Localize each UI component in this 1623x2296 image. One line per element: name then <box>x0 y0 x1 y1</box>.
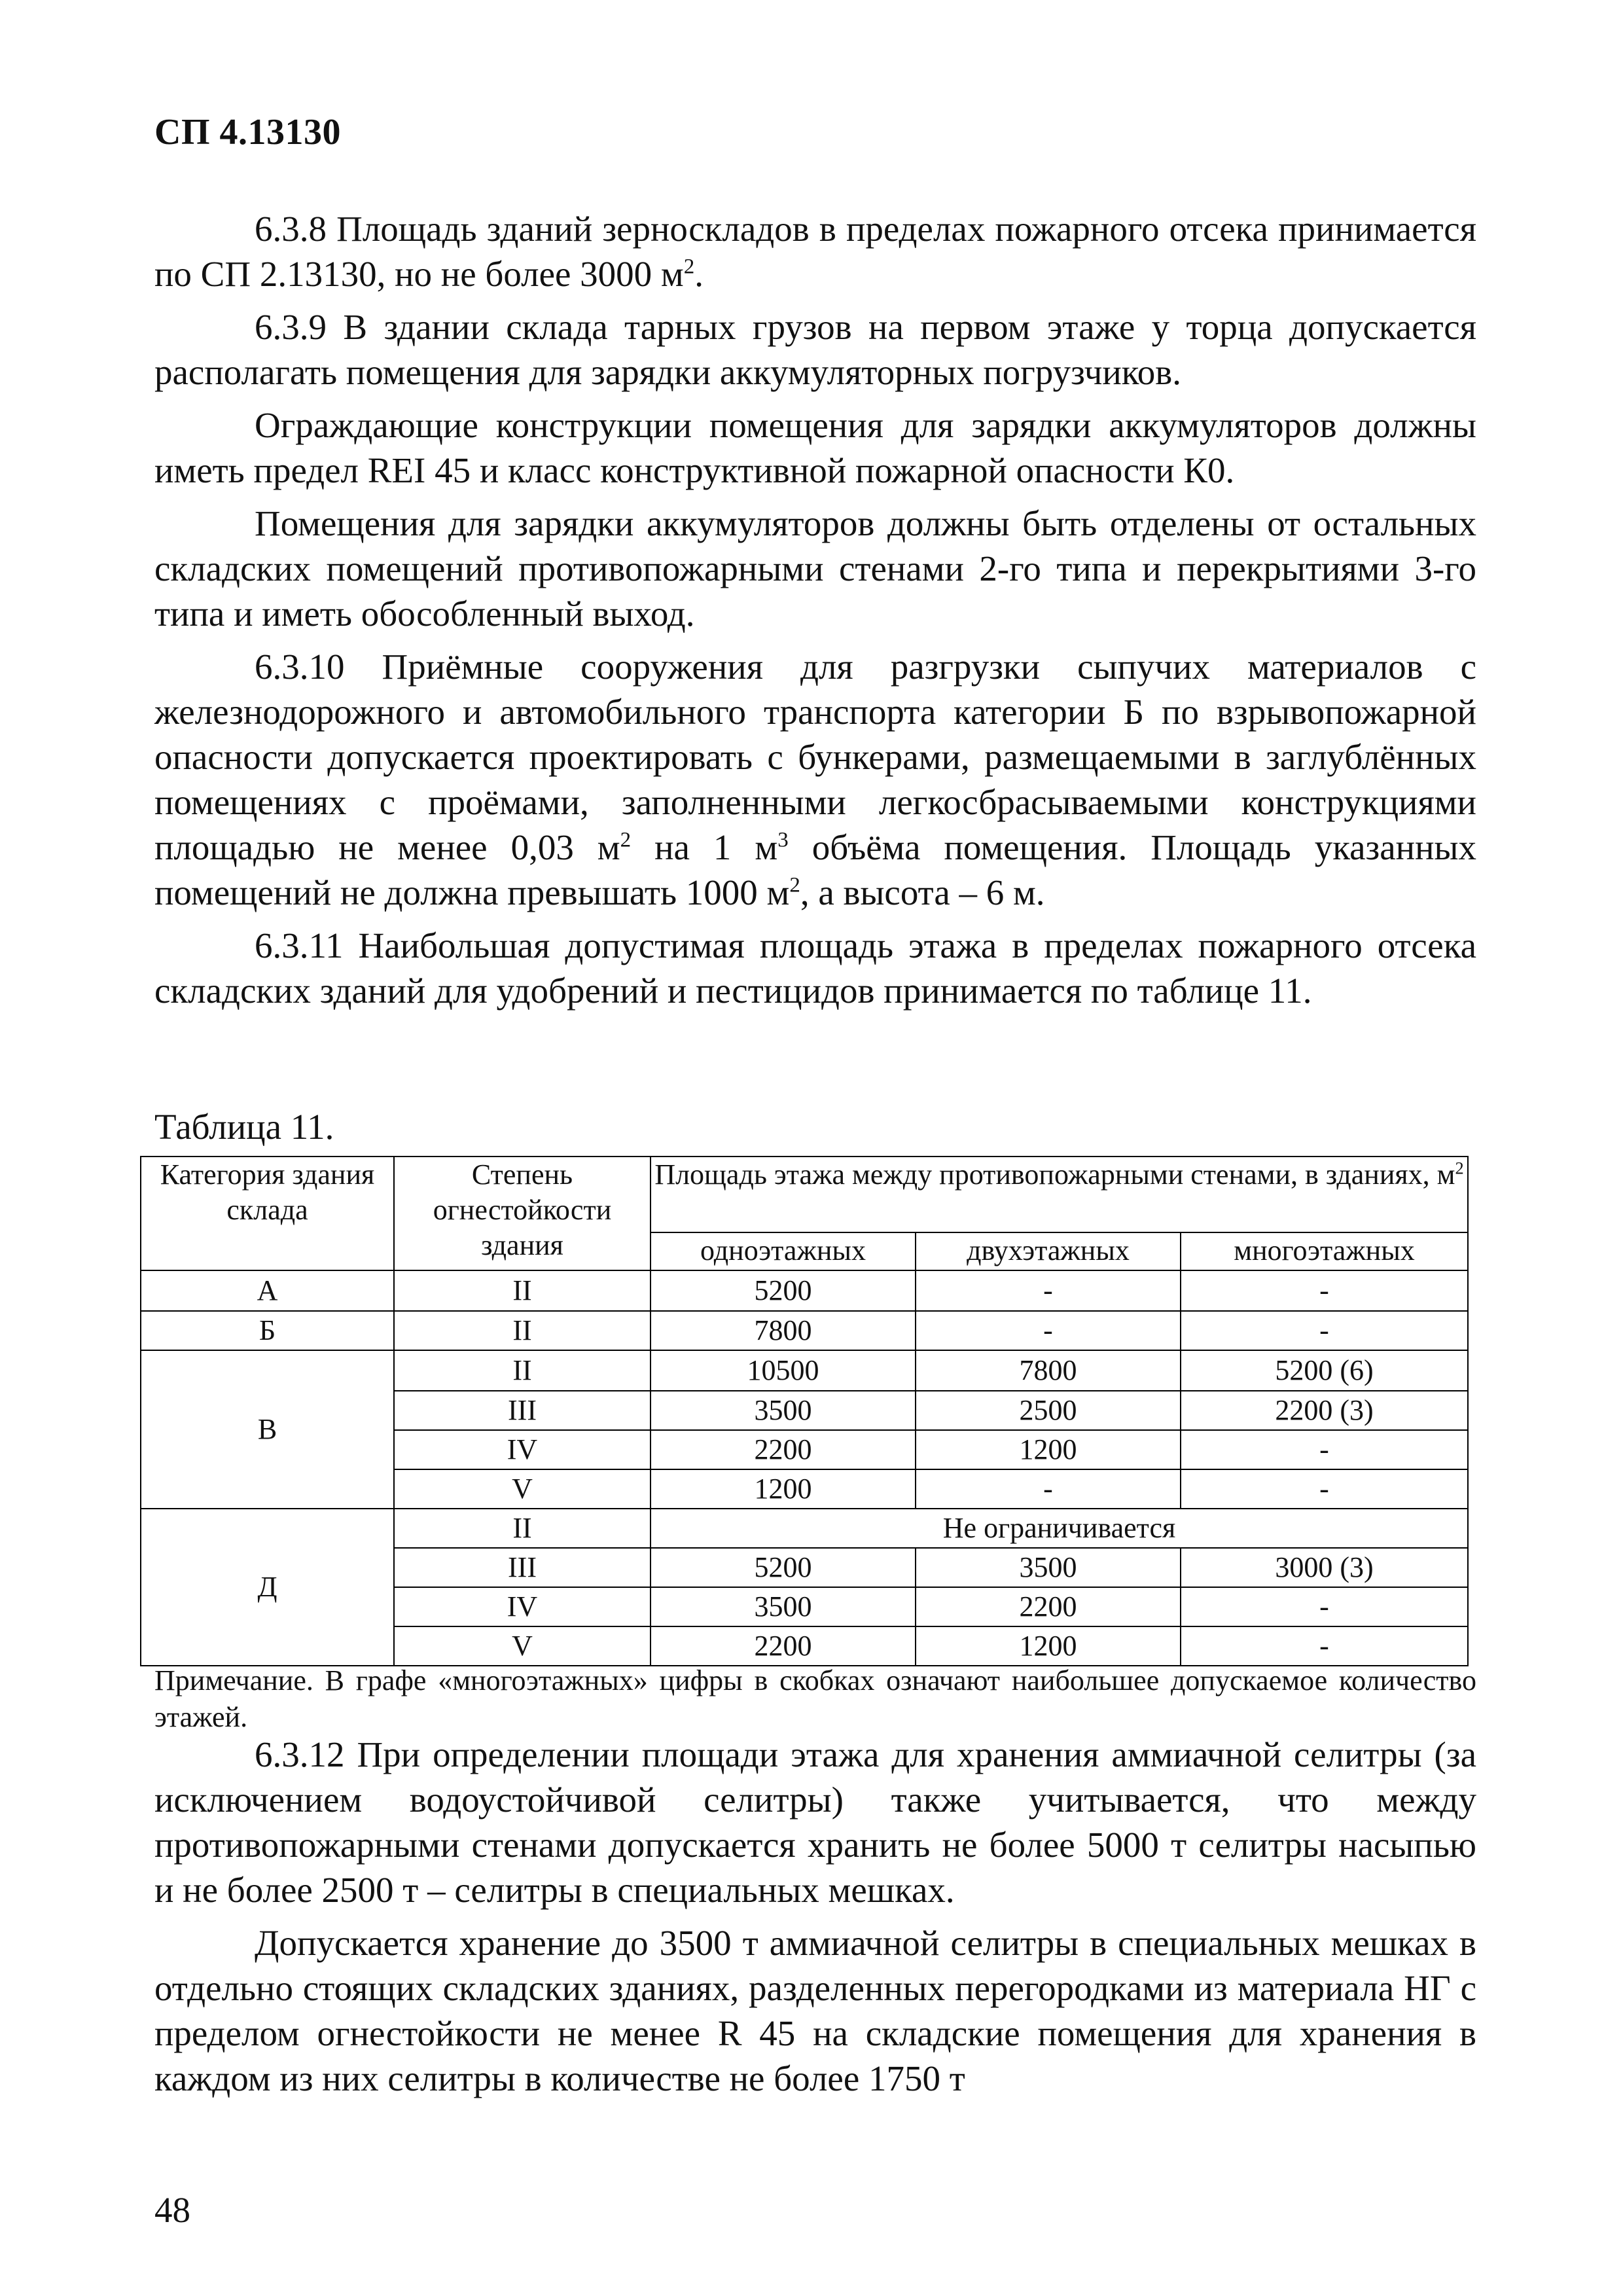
category-cell: Б <box>141 1311 394 1350</box>
category-cell: В <box>141 1350 394 1509</box>
paragraph-6-3-8: 6.3.8 Площадь зданий зерноскладов в пределах пожарного отсека принимается по СП 2.13130, но не более 3000 $м^2$. <box>154 209 1476 294</box>
area-cell: 1200 <box>916 1430 1181 1469</box>
body-text-top <box>154 206 1476 1021</box>
paragraph-6-3-10: 6.3.10 Приёмные сооружения для разгрузки сыпучих материалов с железнодорожного и автомобильного транспорта категории Б по взрывопожарной опасности допускается проектировать с бункерами, размещаемыми в заглублённых помещениях с проёмами, заполненными легкосбрасываемыми конструкциями площадью не менее 0,03 $м^2$ на 1 $м^3$ объёма помещения. Площадь указанных помещений не должна превышать 1000 $м^2$, а высота – 6 м. <box>154 647 1476 912</box>
area-cell: 2200 <box>916 1587 1181 1626</box>
degree-cell: II <box>394 1270 651 1311</box>
paragraph-6-3-9: 6.3.9 В здании склада тарных грузов на первом этаже у торца допускается располагать помещения для зарядки аккумуляторных погрузчиков. <box>154 307 1476 392</box>
body-text-bottom <box>154 1732 1476 2109</box>
degree-cell: V <box>394 1469 651 1509</box>
area-cell: 5200 <box>651 1270 916 1311</box>
degree-cell: V <box>394 1626 651 1666</box>
paragraph-6-3-12: 6.3.12 При определении площади этажа для хранения аммиачной селитры (за исключением водоустойчивой селитры) также учитывается, что между противопожарными стенами допускается хранить не более 5000 т селитры насыпью и не более 2500 т – селитры в специальных мешках. <box>154 1734 1476 1910</box>
area-cell: 3000 (3) <box>1181 1548 1468 1587</box>
table-note: Примечание. В графе «многоэтажных» цифры в скобках означают наибольшее допускаемое количество этажей. <box>154 1664 1476 1733</box>
area-cell: 2500 <box>916 1391 1181 1430</box>
area-cell: - <box>916 1469 1181 1509</box>
area-cell: - <box>1181 1587 1468 1626</box>
area-cell: 2200 <box>651 1430 916 1469</box>
area-cell: 1200 <box>916 1626 1181 1666</box>
category-cell: Д <box>141 1509 394 1666</box>
table-row <box>141 1350 1468 1391</box>
area-cell: - <box>916 1311 1181 1350</box>
area-cell: - <box>1181 1270 1468 1311</box>
degree-cell: II <box>394 1311 651 1350</box>
header-two-storey: двухэтажных <box>916 1232 1181 1270</box>
table-caption: Таблица 11. <box>154 1107 334 1147</box>
area-cell: 3500 <box>651 1391 916 1430</box>
document-code-header: СП 4.13130 <box>154 112 341 152</box>
header-floor-area: Площадь этажа между противопожарными стенами, в зданиях, $м^2$ <box>651 1157 1468 1232</box>
degree-cell: III <box>394 1391 651 1430</box>
paragraph-storage-allowance: Допускается хранение до 3500 т аммиачной селитры в специальных мешках в отдельно стоящих складских зданиях, разделенных перегородками из материала НГ с пределом огнестойкости не менее R 45 на складские помещения для хранения в каждом из них селитры в количестве не более 1750 т <box>154 1923 1476 2098</box>
paragraph-6-3-11: 6.3.11 Наибольшая допустимая площадь этажа в пределах пожарного отсека складских зданий для удобрений и пестицидов принимается по таблице 11. <box>154 925 1476 1011</box>
header-multi-storey: многоэтажных <box>1181 1232 1468 1270</box>
degree-cell: IV <box>394 1430 651 1469</box>
degree-cell: II <box>394 1509 651 1548</box>
degree-cell: IV <box>394 1587 651 1626</box>
area-cell: - <box>1181 1626 1468 1666</box>
page-number: 48 <box>154 2190 190 2230</box>
area-cell: 5200 (6) <box>1181 1350 1468 1391</box>
degree-cell: II <box>394 1350 651 1391</box>
header-fire-resistance: Степень огнестойкости здания <box>394 1157 651 1270</box>
area-cell: - <box>1181 1430 1468 1469</box>
header-category: Категория здания склада <box>141 1157 394 1270</box>
category-cell: А <box>141 1270 394 1311</box>
area-cell: 7800 <box>651 1311 916 1350</box>
table-row <box>141 1509 1468 1548</box>
area-cell: - <box>1181 1311 1468 1350</box>
header-single-storey: одноэтажных <box>651 1232 916 1270</box>
area-cell: 2200 (3) <box>1181 1391 1468 1430</box>
area-cell: 5200 <box>651 1548 916 1587</box>
degree-cell: III <box>394 1548 651 1587</box>
area-cell: 7800 <box>916 1350 1181 1391</box>
table-row <box>141 1311 1468 1350</box>
paragraph-enclosing-structures: Ограждающие конструкции помещения для зарядки аккумуляторов должны иметь предел REI 45 и класс конструктивной пожарной опасности К0. <box>154 405 1476 490</box>
area-cell: 1200 <box>651 1469 916 1509</box>
area-cell: 10500 <box>651 1350 916 1391</box>
table-11 <box>140 1156 1469 1666</box>
area-cell: 3500 <box>651 1587 916 1626</box>
paragraph-charging-rooms: Помещения для зарядки аккумуляторов должны быть отделены от остальных складских помещений противопожарными стенами 2-го типа и перекрытиями 3-го типа и иметь обособленный выход. <box>154 503 1476 634</box>
area-cell: - <box>1181 1469 1468 1509</box>
area-cell: - <box>916 1270 1181 1311</box>
merged-area-cell: Не ограничивается <box>651 1509 1468 1548</box>
area-cell: 2200 <box>651 1626 916 1666</box>
table-row <box>141 1270 1468 1311</box>
area-cell: 3500 <box>916 1548 1181 1587</box>
